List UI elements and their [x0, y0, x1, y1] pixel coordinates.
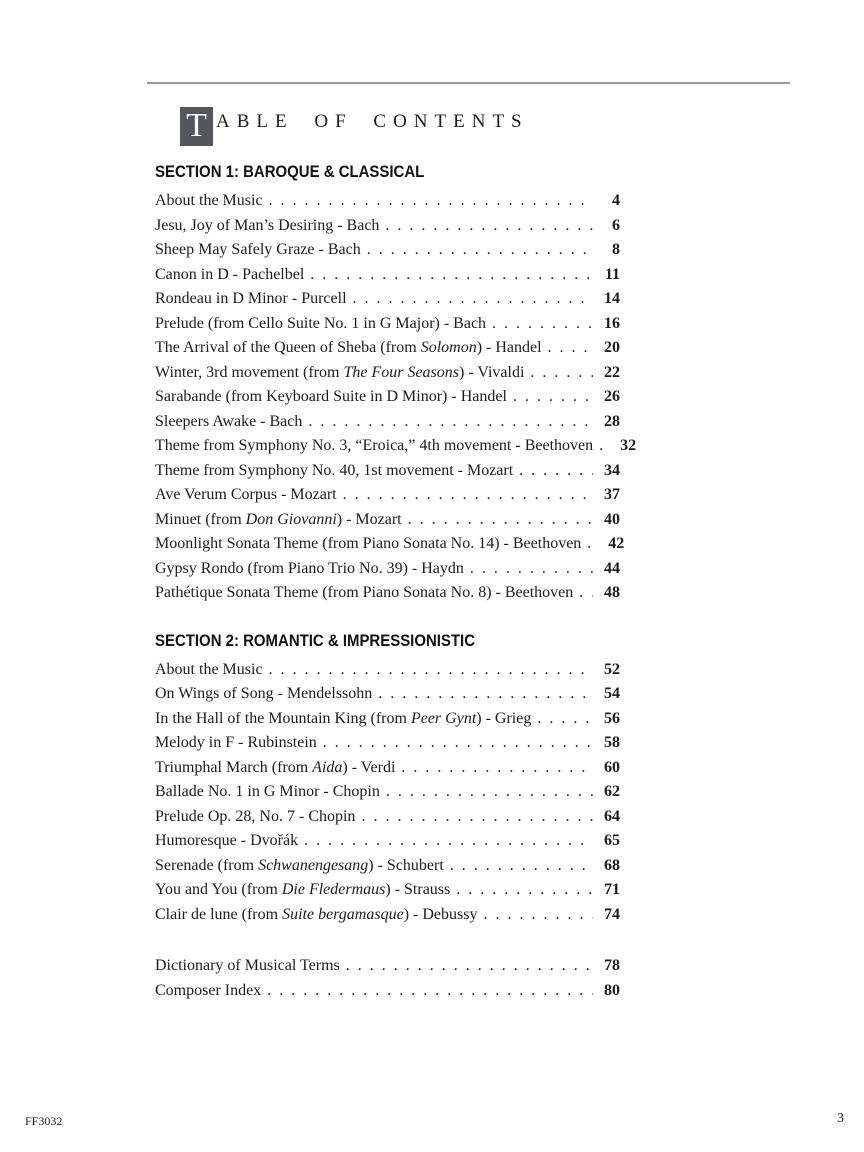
dot-leader: [361, 805, 593, 830]
section-heading: SECTION 2: ROMANTIC & IMPRESSIONISTIC: [155, 630, 476, 650]
dot-leader: [599, 434, 609, 459]
entry-page-number: 37: [604, 486, 620, 503]
entry-title: Theme from Symphony No. 40, 1st movement - Mozart: [155, 461, 514, 479]
extras-container: [155, 954, 620, 1003]
entry-page-number: 62: [604, 783, 620, 800]
dot-leader: [269, 658, 593, 683]
entry-page-number: 22: [604, 363, 620, 381]
toc-entry: [155, 954, 620, 979]
toc-entry: [155, 336, 620, 361]
dot-leader: [269, 189, 593, 214]
dot-leader: [386, 780, 593, 805]
sections-container: [155, 162, 637, 927]
entry-title: Ave Verum Corpus - Mozart: [155, 486, 337, 503]
toc-entry: [155, 385, 620, 410]
dot-leader: [304, 829, 593, 854]
entry-title: Humoresque - Dvořák: [155, 832, 299, 849]
dot-leader: [587, 532, 597, 557]
toc-entry: [155, 979, 620, 1004]
toc-entry: [155, 682, 620, 707]
dot-leader: [548, 336, 593, 361]
entry-page-number: 32: [620, 437, 637, 454]
entry-title: Ballade No. 1 in G Minor - Chopin: [155, 783, 380, 800]
entry-page-number: 58: [604, 734, 620, 751]
entry-title: Rondeau in D Minor - Purcell: [155, 290, 347, 307]
toc-section: [155, 162, 637, 606]
entry-title: You and You (from Die Fledermaus) - Strauss: [155, 881, 451, 898]
entry-page-number: 48: [604, 584, 620, 601]
toc-content: [155, 162, 637, 1003]
entry-page-number: 34: [604, 461, 620, 479]
toc-section: [155, 631, 620, 928]
entry-page-number: 78: [604, 957, 620, 974]
toc-entry: [155, 214, 620, 239]
dot-leader: [385, 214, 593, 239]
entry-title: Prelude Op. 28, No. 7 - Chopin: [155, 807, 356, 825]
entry-title: Winter, 3rd movement (from The Four Seasons) - Vivaldi: [155, 363, 525, 381]
entry-page-number: 20: [604, 339, 620, 356]
entry-title: About the Music: [155, 192, 263, 209]
entry-page-number: 74: [604, 905, 620, 923]
entry-page-number: 56: [604, 709, 620, 727]
toc-entry: [155, 829, 620, 854]
dot-leader: [579, 581, 593, 606]
toc-entry: [155, 707, 620, 732]
entry-title: Pathétique Sonata Theme (from Piano Sonata No. 8) - Beethoven: [155, 584, 574, 601]
entry-title: The Arrival of the Queen of Sheba (from Solomon) - Handel: [155, 339, 542, 356]
catalog-number: FF3032: [25, 1114, 63, 1128]
entry-title: Prelude (from Cello Suite No. 1 in G Major) - Bach: [155, 314, 487, 332]
dot-leader: [450, 854, 593, 879]
entry-title: Serenade (from Schwanengesang) - Schubert: [155, 856, 444, 874]
entry-page-number: 16: [604, 314, 620, 332]
dot-leader: [470, 557, 593, 582]
dot-leader: [537, 707, 593, 732]
toc-entry: [155, 581, 620, 606]
entry-title: On Wings of Song - Mendelssohn: [155, 685, 373, 702]
entry-page-number: 44: [604, 559, 620, 577]
entry-page-number: 64: [604, 807, 620, 825]
entry-page-number: 54: [604, 685, 620, 702]
toc-entry: [155, 658, 620, 683]
entry-title: Sheep May Safely Graze - Bach: [155, 241, 361, 258]
toc-entry: [155, 361, 620, 386]
dot-leader: [267, 979, 593, 1004]
dot-leader: [519, 459, 593, 484]
entry-page-number: 42: [608, 535, 625, 552]
entry-page-number: 28: [604, 412, 620, 430]
toc-entry: [155, 780, 620, 805]
toc-entry: [155, 312, 620, 337]
section-heading: SECTION 1: BAROQUE & CLASSICAL: [155, 162, 425, 181]
toc-entry: [155, 557, 620, 582]
entry-title: Moonlight Sonata Theme (from Piano Sonata No. 14) - Beethoven: [155, 535, 582, 552]
dot-leader: [408, 508, 593, 533]
toc-entry: [155, 434, 637, 459]
toc-entry: [155, 238, 620, 263]
dot-leader: [378, 682, 593, 707]
dot-leader: [530, 361, 593, 386]
dot-leader: [513, 385, 593, 410]
entry-title: Canon in D - Pachelbel: [155, 265, 305, 283]
entry-title: Sleepers Awake - Bach: [155, 412, 303, 430]
entry-page-number: 60: [604, 758, 620, 776]
entry-title: Triumphal March (from Aida) - Verdi: [155, 758, 396, 776]
entry-page-number: 8: [612, 241, 620, 258]
dot-leader: [456, 878, 593, 903]
toc-entry: [155, 410, 620, 435]
dot-leader: [346, 954, 593, 979]
toc-entry: [155, 263, 620, 288]
entry-title: Composer Index: [155, 981, 262, 999]
dot-leader: [401, 756, 593, 781]
entry-title: Sarabande (from Keyboard Suite in D Minor) - Handel: [155, 388, 507, 405]
entry-title: Dictionary of Musical Terms: [155, 957, 340, 974]
entry-title: In the Hall of the Mountain King (from Peer Gynt) - Grieg: [155, 709, 532, 727]
entry-title: Melody in F - Rubinstein: [155, 734, 317, 751]
toc-entry: [155, 189, 620, 214]
entry-page-number: 68: [604, 856, 620, 874]
dot-leader: [367, 238, 593, 263]
entry-title: About the Music: [155, 660, 263, 678]
entry-page-number: 11: [604, 265, 620, 283]
entry-page-number: 52: [604, 660, 620, 678]
top-rule: [147, 82, 790, 84]
dot-leader: [483, 903, 593, 928]
entry-page-number: 80: [604, 981, 620, 999]
dot-leader: [492, 312, 593, 337]
page-title: [180, 98, 529, 146]
toc-entry: [155, 854, 620, 879]
toc-entry: [155, 903, 620, 928]
entry-title: Theme from Symphony No. 3, “Eroica,” 4th movement - Beethoven: [155, 437, 594, 454]
entry-page-number: 71: [604, 881, 620, 898]
entry-page-number: 40: [604, 510, 620, 528]
dot-leader: [310, 263, 593, 288]
entry-page-number: 14: [604, 290, 620, 307]
entry-page-number: 65: [604, 832, 620, 849]
title-dropcap: T: [180, 107, 213, 146]
entry-page-number: 6: [612, 216, 620, 234]
dot-leader: [308, 410, 593, 435]
entry-title: Minuet (from Don Giovanni) - Mozart: [155, 510, 402, 528]
page-number: 3: [837, 1111, 844, 1126]
toc-entry: [155, 508, 620, 533]
entry-title: Gypsy Rondo (from Piano Trio No. 39) - Haydn: [155, 559, 464, 577]
toc-entry: [155, 878, 620, 903]
entry-title: Clair de lune (from Suite bergamasque) - Debussy: [155, 905, 478, 923]
toc-entry: [155, 731, 620, 756]
entry-page-number: 4: [612, 192, 620, 209]
dot-leader: [353, 287, 593, 312]
toc-entry: [155, 805, 620, 830]
toc-entry: [155, 756, 620, 781]
toc-entry: [155, 532, 625, 557]
toc-entry: [155, 287, 620, 312]
entry-page-number: 26: [604, 388, 620, 405]
toc-entry: [155, 459, 620, 484]
dot-leader: [323, 731, 593, 756]
toc-entry: [155, 483, 620, 508]
dot-leader: [343, 483, 593, 508]
entry-title: Jesu, Joy of Man’s Desiring - Bach: [155, 216, 380, 234]
title-text: ABLE OF CONTENTS: [216, 111, 529, 132]
